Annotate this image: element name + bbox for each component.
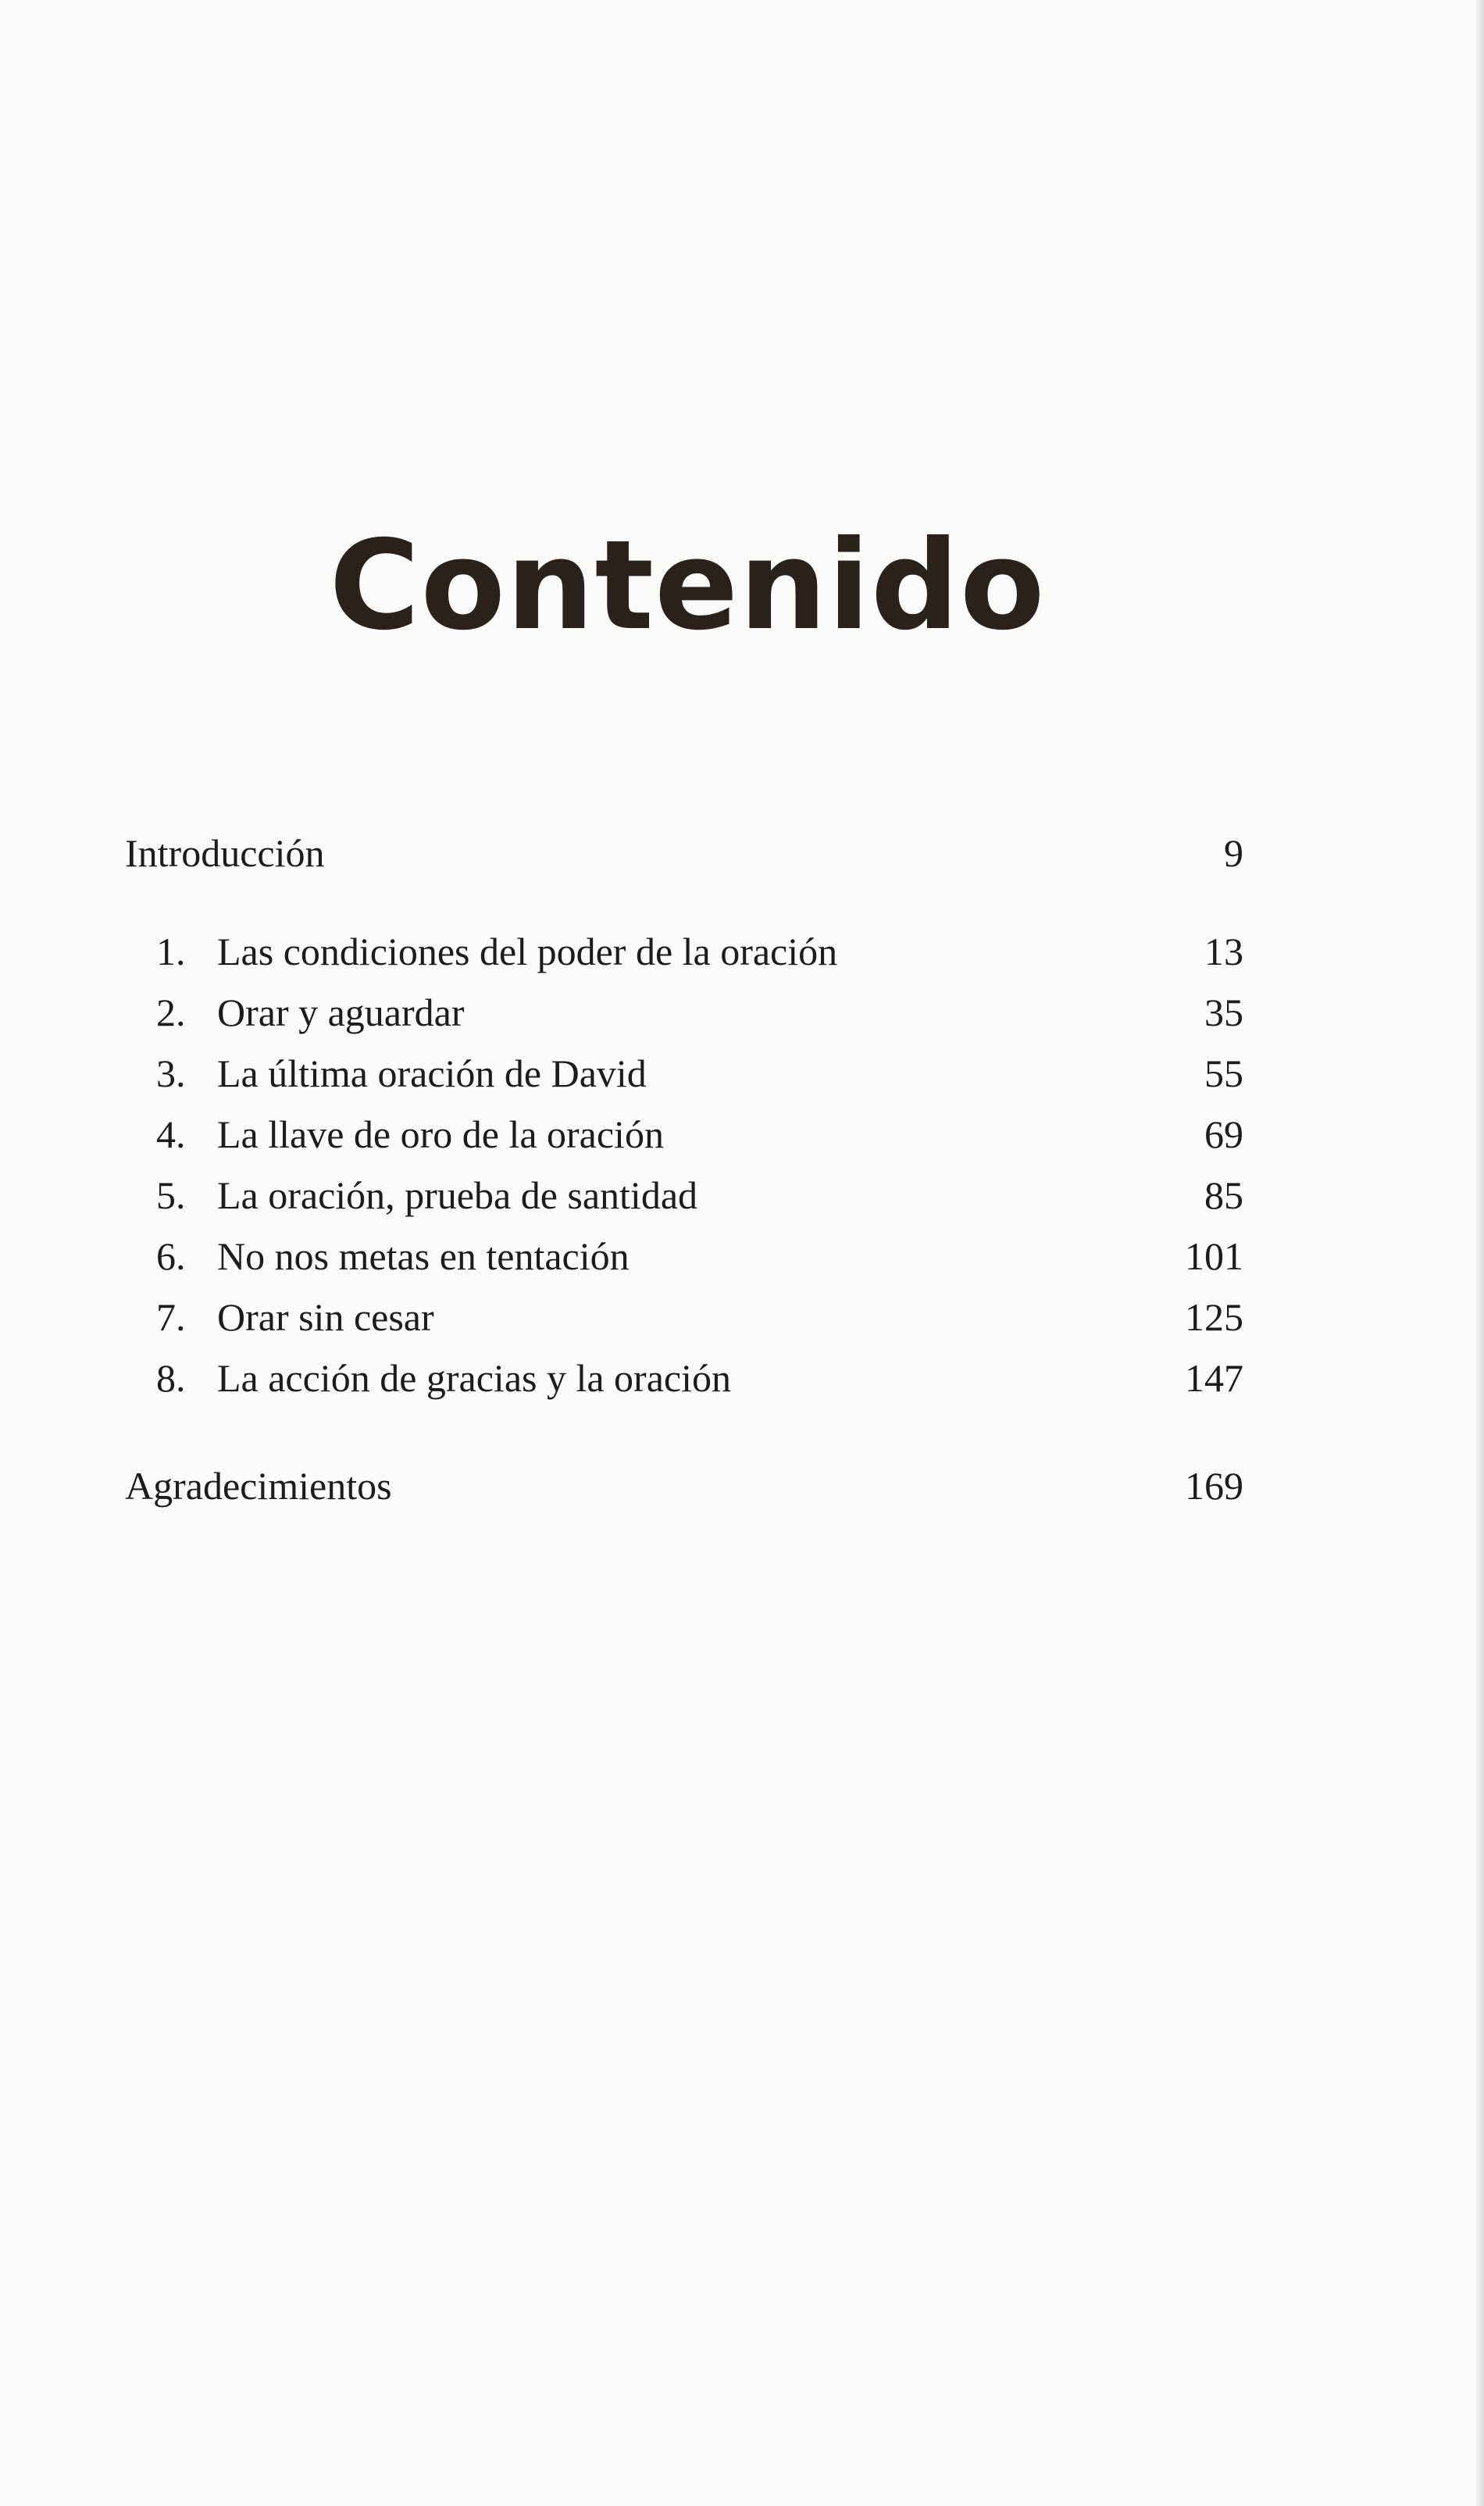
toc-entry-number: 6. — [156, 1234, 186, 1278]
toc-entry-chapter-8 — [125, 1347, 1243, 1409]
toc-entry-chapter-4 — [125, 1103, 1243, 1166]
toc-entry-number: 7. — [156, 1295, 186, 1339]
toc-entry-number: 4. — [156, 1112, 186, 1156]
toc-entry-page: 13 — [1204, 930, 1243, 973]
toc-entry-page: 55 — [1204, 1051, 1243, 1095]
toc-entry-chapter-6 — [125, 1225, 1243, 1287]
toc-entry-chapter-7 — [125, 1286, 1243, 1348]
toc-entry-chapter-1 — [125, 920, 1243, 983]
toc-entry-label: No nos metas en tentación — [217, 1234, 630, 1278]
toc-entry-label: Orar y aguardar — [217, 991, 465, 1034]
toc-entry-label: La última oración de David — [217, 1051, 647, 1095]
toc-entry-number: 3. — [156, 1051, 186, 1095]
toc-entry-number: 2. — [156, 991, 186, 1034]
toc-entry-page: 9 — [1224, 831, 1243, 875]
toc-entry-acknowledgments — [125, 1455, 1243, 1517]
toc-entry-label: La llave de oro de la oración — [217, 1112, 664, 1156]
toc-entry-number: 8. — [156, 1356, 186, 1400]
toc-entry-page: 85 — [1204, 1173, 1243, 1217]
toc-entry-label: La acción de gracias y la oración — [217, 1356, 731, 1400]
toc-entry-number: 1. — [156, 930, 186, 973]
toc-entry-chapter-3 — [125, 1042, 1243, 1105]
toc-entry-label: Las condiciones del poder de la oración — [217, 930, 838, 973]
page-title: Contenido — [329, 514, 1046, 658]
toc-entry-page: 125 — [1185, 1295, 1243, 1339]
toc-entry-label: Introducción — [125, 831, 325, 875]
toc-entry-page: 169 — [1185, 1464, 1243, 1508]
toc-entry-page: 35 — [1204, 991, 1243, 1034]
toc-entry-label: Agradecimientos — [125, 1464, 392, 1508]
toc-entry-chapter-2 — [125, 981, 1243, 1044]
toc-entry-page: 101 — [1185, 1234, 1243, 1278]
toc-entry-label: La oración, prueba de santidad — [217, 1173, 698, 1217]
toc-entry-page: 69 — [1204, 1112, 1243, 1156]
toc-entry-label: Orar sin cesar — [217, 1295, 434, 1339]
toc-entry-number: 5. — [156, 1173, 186, 1217]
toc-entry-introduction — [125, 822, 1243, 884]
toc-entry-page: 147 — [1185, 1356, 1243, 1400]
toc-entry-chapter-5 — [125, 1164, 1243, 1226]
